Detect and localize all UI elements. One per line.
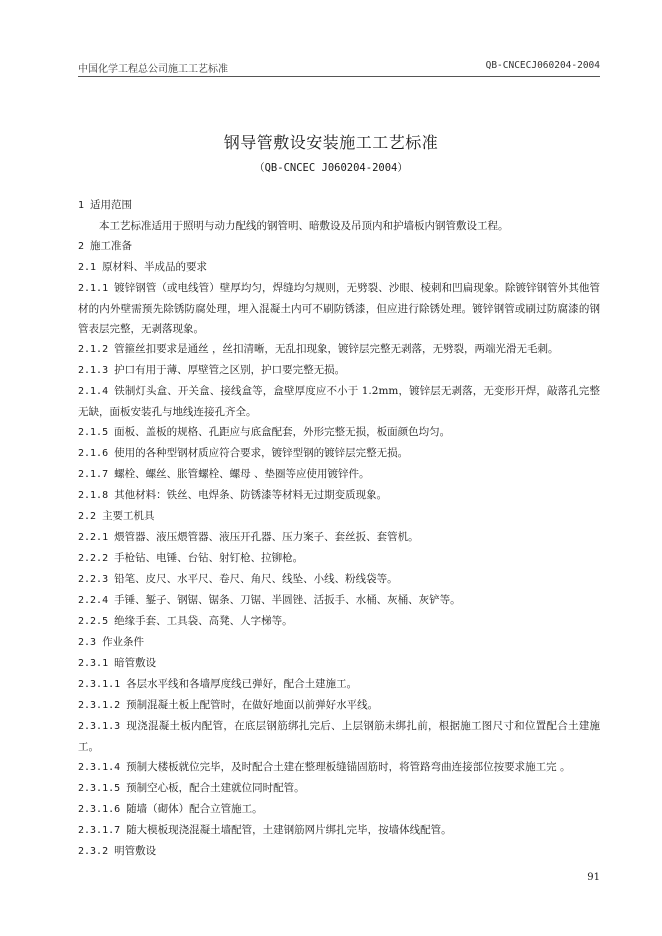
section-number: 2.2.1 — [78, 532, 109, 543]
paragraph-2-3-1-7 — [78, 820, 600, 841]
section-number: 2.3.1.7 — [78, 825, 121, 836]
section-number: 2.1.1 — [78, 283, 109, 294]
paragraph-2-1-8 — [78, 485, 600, 506]
section-number: 2.1.7 — [78, 469, 109, 480]
section-text: 暗管敷设 — [114, 657, 157, 669]
section-text: 预制大楼板就位完毕，及时配合土建在整理板缝锚固筋时，将管路弯曲连接部位按要求施工完 。 — [126, 761, 571, 773]
section-number: 2.3.1.1 — [78, 679, 121, 690]
paragraph-2-3-1-3 — [78, 716, 600, 757]
section-text: 各层水平线和各墙厚度线已弹好，配合土建施工。 — [126, 678, 358, 690]
section-number: 2.1.3 — [78, 365, 109, 376]
section-number: 2.3.1.2 — [78, 700, 121, 711]
section-text: 手枪钻、电锤、台钻、射钉枪、拉铆枪。 — [114, 552, 304, 564]
section-number: 2.1.8 — [78, 490, 109, 501]
paragraph-2-2-4 — [78, 590, 600, 611]
paragraph-2-1-3 — [78, 360, 600, 381]
section-text: 手锤、錾子、钢锯、锯条、刀锯、半圆锉、活扳手、水桶、灰桶、灰铲等。 — [114, 594, 461, 606]
section-number: 2.3.1.6 — [78, 804, 121, 815]
section-text: 螺栓、螺丝、胀管螺栓、螺母 、垫圈等应使用镀锌件。 — [114, 468, 370, 480]
paragraph-2-3-1 — [78, 653, 600, 674]
section-number: 2.2.5 — [78, 616, 109, 627]
paragraph-text-1 — [78, 216, 600, 236]
section-number: 2.2.4 — [78, 595, 109, 606]
section-number: 2.3.1.4 — [78, 762, 121, 773]
section-number: 2 — [78, 241, 85, 252]
paragraph-2-1-6 — [78, 443, 600, 464]
section-number: 2.1 — [78, 262, 97, 273]
section-text: 绝缘手套、工具袋、高凳、人字梯等。 — [114, 615, 293, 627]
section-text: 随大模板现浇混凝土墙配管，土建钢筋网片绑扎完毕，按墙体线配管。 — [126, 824, 452, 836]
paragraph-2-1 — [78, 257, 600, 278]
section-text: 煨管器、液压煨管器、液压开孔器、压力案子、套丝扳、套管机。 — [114, 531, 419, 543]
section-number: 2.2.3 — [78, 574, 109, 585]
section-number: 2.1.4 — [78, 386, 109, 397]
section-text: 铁制灯头盒、开关盒、接线盒等，盒壁厚度应不小于 1.2mm，镀锌层无剥落，无变形开焊，敲落孔完整无缺，面板安装孔与地线连接孔齐全。 — [78, 385, 600, 418]
paragraph-2-3-1-5 — [78, 778, 600, 799]
paragraph-2-3 — [78, 632, 600, 653]
header-left: 中国化学工程总公司施工工艺标准 — [78, 64, 228, 75]
header-right: QB-CNCECJ060204-2004 — [485, 60, 600, 71]
section-heading: 适用范围 — [90, 199, 133, 211]
paragraph-2-2-1 — [78, 527, 600, 548]
section-number: 2.2 — [78, 511, 97, 522]
document-title: 钢导管敷设安装施工工艺标准 — [223, 133, 439, 152]
paragraph-2-2-2 — [78, 548, 600, 569]
section-text: 面板、盖板的规格、孔距应与底盒配套，外形完整无损，板面颜色均匀。 — [114, 426, 451, 438]
section-number: 2.3.1.3 — [78, 721, 121, 732]
section-number: 2.2.2 — [78, 553, 109, 564]
section-text: 预制混凝土板上配管时，在做好地面以前弹好水平线。 — [126, 699, 379, 711]
paragraph-2-1-1 — [78, 278, 600, 339]
section-number: 2.1.5 — [78, 427, 109, 438]
section-number: 2.3.1.5 — [78, 783, 121, 794]
paragraph-2-3-2 — [78, 841, 600, 862]
document-body — [78, 195, 600, 862]
paragraph-2-1-5 — [78, 422, 600, 443]
section-heading: 主要工机具 — [102, 510, 155, 522]
section-number: 2.1.6 — [78, 448, 109, 459]
paragraph-2-2-5 — [78, 611, 600, 632]
paragraph-2-3-1-6 — [78, 799, 600, 820]
paragraph-2-1-4 — [78, 381, 600, 422]
document-subtitle: （QB-CNCEC J060204-2004） — [254, 162, 408, 174]
section-text: 明管敷设 — [114, 845, 157, 857]
paragraph-2-3-1-2 — [78, 695, 600, 716]
section-text: 镀锌钢管（或电线管）壁厚均匀，焊缝均匀规则，无劈裂、沙眼、棱刺和凹扁现象。除镀锌钢管外其他管材的内外壁需预先除锈防腐处理，埋入混凝土内可不刷防锈漆，但应进行除锈处理。镀锌钢管或刷过防腐漆的钢管表层完整，无剥落现象。 — [78, 282, 600, 335]
section-text: 管箍丝扣要求是通丝 ，丝扣清晰，无乱扣现象，镀锌层完整无剥落，无劈裂，两端光滑无毛刺。 — [114, 343, 559, 355]
page-number: 91 — [587, 872, 600, 883]
section-number: 2.3.1 — [78, 658, 109, 669]
section-text: 铅笔、皮尺、水平尺、卷尺、角尺、线坠、小线、粉线袋等。 — [114, 573, 398, 585]
section-text: 随墙（砌体）配合立管施工。 — [126, 803, 263, 815]
paragraph-2-1-7 — [78, 464, 600, 485]
section-text: 护口有用于薄、厚壁管之区别，护口要完整无损。 — [114, 364, 346, 376]
paragraph-2-3-1-1 — [78, 674, 600, 695]
paragraph-1 — [78, 195, 600, 216]
paragraph-2-1-2 — [78, 339, 600, 360]
section-heading: 作业条件 — [102, 636, 145, 648]
section-text: 其他材料：铁丝、电焊条、防锈漆等材料无过期变质现象。 — [114, 489, 388, 501]
section-text: 预制空心板，配合土建就位同时配管。 — [126, 782, 305, 794]
section-number: 2.3.2 — [78, 846, 109, 857]
page-header — [78, 60, 600, 77]
section-text: 现浇混凝土板内配管，在底层钢筋绑扎完后、上层钢筋未绑扎前，根据施工图尺寸和位置配合土建施工。 — [78, 720, 600, 753]
section-text: 本工艺标准适用于照明与动力配线的钢管明、暗敷设及吊顶内和护墙板内钢管敷设工程。 — [99, 220, 509, 232]
paragraph-2-3-1-4 — [78, 757, 600, 778]
paragraph-2-2 — [78, 506, 600, 527]
paragraph-2-2-3 — [78, 569, 600, 590]
section-number: 2.3 — [78, 637, 97, 648]
section-heading: 原材料、半成品的要求 — [102, 261, 208, 273]
paragraph-2 — [78, 236, 600, 257]
section-text: 使用的各种型钢材质应符合要求，镀锌型钢的镀锌层完整无损。 — [114, 447, 409, 459]
section-number: 1 — [78, 200, 85, 211]
section-number: 2.1.2 — [78, 344, 109, 355]
section-heading: 施工准备 — [90, 240, 133, 252]
